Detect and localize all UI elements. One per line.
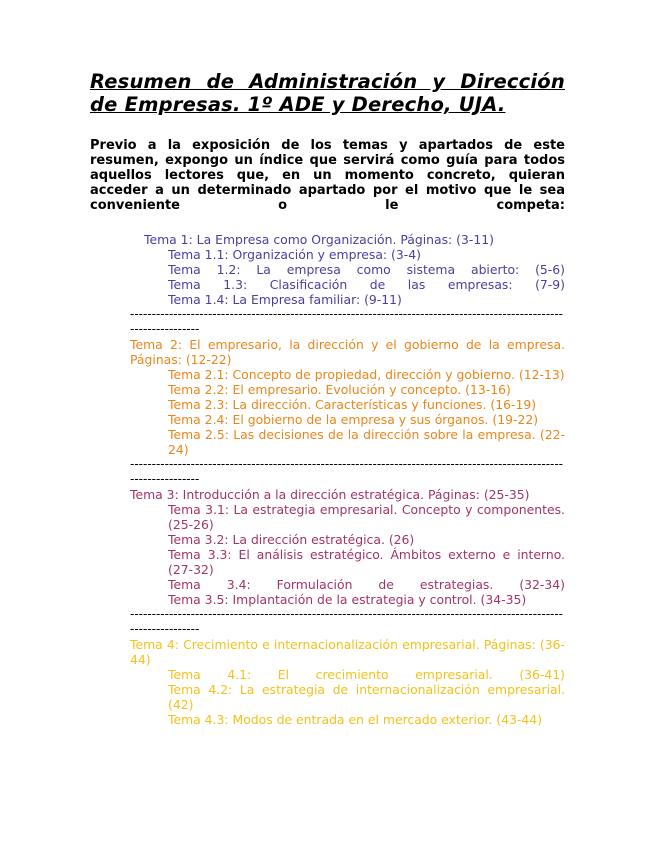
toc-subtopic: Tema 1.4: La Empresa familiar: (9-11) bbox=[168, 292, 402, 307]
toc-topic: Tema 2: El empresario, la dirección y el gobierno de la empresa. Páginas: (12-22) bbox=[130, 337, 565, 367]
toc-section-tema-3 bbox=[130, 487, 565, 607]
toc-subtopic: Tema 2.2: El empresario. Evolución y concepto. (13-16) bbox=[168, 382, 511, 397]
toc-subtopic: Tema 2.5: Las decisiones de la dirección sobre la empresa. (22-24) bbox=[168, 427, 565, 457]
toc-topic: Tema 1: La Empresa como Organización. Páginas: (3-11) bbox=[144, 232, 494, 247]
toc-subtopic: Tema 1.2: La empresa como sistema abierto: (5-6) bbox=[168, 262, 565, 277]
document-title: Resumen de Administración y Dirección de Empresas. 1º ADE y Derecho, UJA. bbox=[90, 70, 565, 116]
toc-subtopic: Tema 1.1: Organización y empresa: (3-4) bbox=[168, 247, 421, 262]
table-of-contents bbox=[130, 232, 565, 727]
toc-subtopic: Tema 3.3: El análisis estratégico. Ámbitos externo e interno. (27-32) bbox=[168, 547, 565, 577]
toc-subtopic: Tema 3.5: Implantación de la estrategia y control. (34-35) bbox=[168, 592, 527, 607]
toc-subtopic: Tema 4.3: Modos de entrada en el mercado exterior. (43-44) bbox=[168, 712, 543, 727]
toc-section-tema-2 bbox=[130, 337, 565, 457]
toc-subtopic: Tema 3.2: La dirección estratégica. (26) bbox=[168, 532, 415, 547]
toc-subtopic: Tema 4.2: La estrategia de internacionalización empresarial. (42) bbox=[168, 682, 565, 712]
toc-section-tema-4 bbox=[130, 637, 565, 727]
toc-section-tema-1 bbox=[130, 232, 565, 307]
toc-subtopic: Tema 3.4: Formulación de estrategias. (32-34) bbox=[168, 577, 565, 592]
intro-paragraph: Previo a la exposición de los temas y apartados de este resumen, expongo un índice que servirá como guía para todos aquellos lectores que, en un momento concreto, quieran acceder a un determinado apartado por el motivo que le sea conveniente o le competa: bbox=[90, 138, 565, 213]
toc-topic: Tema 4: Crecimiento e internacionalización empresarial. Páginas: (36-44) bbox=[130, 637, 565, 667]
toc-subtopic: Tema 2.4: El gobierno de la empresa y sus órganos. (19-22) bbox=[168, 412, 539, 427]
toc-subtopic: Tema 2.3: La dirección. Características y funciones. (16-19) bbox=[168, 397, 537, 412]
toc-subtopic: Tema 1.3: Clasificación de las empresas: (7-9) bbox=[168, 277, 565, 292]
document-page bbox=[90, 70, 565, 227]
section-divider: -------------------------------------------------------------------------------------------------------------------- bbox=[130, 307, 564, 336]
toc-topic: Tema 3: Introducción a la dirección estratégica. Páginas: (25-35) bbox=[130, 487, 530, 502]
section-divider: -------------------------------------------------------------------------------------------------------------------- bbox=[130, 607, 564, 636]
toc-subtopic: Tema 3.1: La estrategia empresarial. Concepto y componentes. (25-26) bbox=[168, 502, 565, 532]
toc-subtopic: Tema 4.1: El crecimiento empresarial. (36-41) bbox=[168, 667, 565, 682]
section-divider: -------------------------------------------------------------------------------------------------------------------- bbox=[130, 457, 564, 486]
toc-subtopic: Tema 2.1: Concepto de propiedad, dirección y gobierno. (12-13) bbox=[168, 367, 565, 382]
